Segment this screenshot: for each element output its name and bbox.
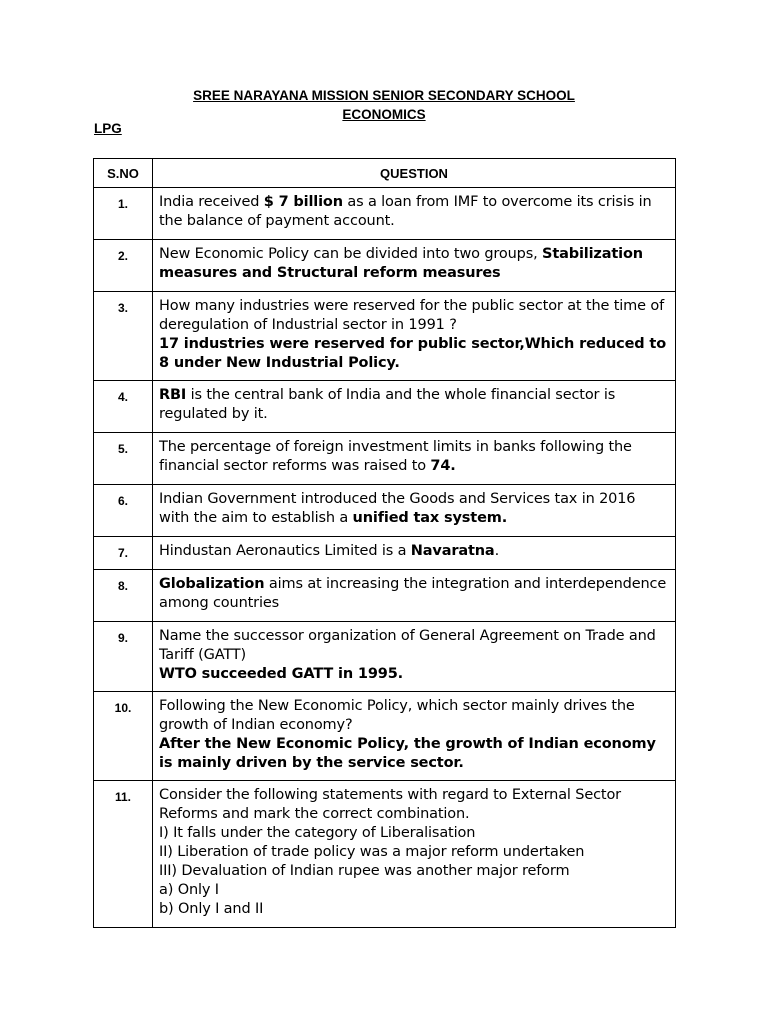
question-table-body [94,188,676,928]
question-number: 7. [94,537,153,570]
answer-highlight: RBI [159,387,187,403]
question-number: 9. [94,622,153,692]
question-text [153,188,676,240]
question-text-segment: aims at increasing the integration and interdependence among countries [159,576,667,611]
question-table [93,158,676,928]
answer-highlight: Navaratna [410,543,495,559]
question-number: 6. [94,485,153,537]
answer-highlight: After the New Economic Policy, the growth of Indian economy is mainly driven by the service sector. [159,736,656,771]
question-text-segment: I) It falls under the category of Liberalisation [159,825,476,841]
table-row [94,692,676,781]
question-text [153,433,676,485]
question-number: 10. [94,692,153,781]
question-text-segment: II) Liberation of trade policy was a major reform undertaken [159,844,585,860]
document-header [0,86,768,124]
answer-highlight: WTO succeeded GATT in 1995. [159,666,404,682]
question-text-segment: India received [159,194,264,210]
question-number: 8. [94,570,153,622]
table-header-row [94,159,676,188]
question-number: 5. [94,433,153,485]
answer-highlight: 17 industries were reserved for public sector,Which reduced to 8 under New Industrial Policy. [159,336,667,371]
question-number: 4. [94,381,153,433]
table-row [94,537,676,570]
question-text-segment: How many industries were reserved for the public sector at the time of deregulation of Industrial sector in 1991 ? [159,298,665,333]
question-text-segment: New Economic Policy can be divided into two groups, [159,246,543,262]
table-row [94,570,676,622]
question-text [153,485,676,537]
question-number: 11. [94,781,153,928]
question-text [153,622,676,692]
question-text-segment: III) Devaluation of Indian rupee was another major reform [159,863,570,879]
question-text [153,570,676,622]
answer-highlight: $ 7 billion [263,194,343,210]
table-row [94,381,676,433]
question-text-segment: Consider the following statements with regard to External Sector Reforms and mark the correct combination. [159,787,621,822]
table-row [94,240,676,292]
table-row [94,485,676,537]
question-number: 1. [94,188,153,240]
question-text-segment: a) Only I [159,882,219,898]
question-text-segment: Following the New Economic Policy, which sector mainly drives the growth of Indian economy? [159,698,635,733]
question-text-segment: is the central bank of India and the whole financial sector is regulated by it. [159,387,616,422]
topic-label: LPG [94,121,122,136]
question-text [153,292,676,381]
question-text-segment: The percentage of foreign investment limits in banks following the financial sector reforms was raised to [159,439,632,474]
answer-highlight: Stabilization measures and Structural reform measures [159,246,643,281]
question-text-segment: b) Only I and II [159,901,264,917]
question-text-segment: Name the successor organization of General Agreement on Trade and Tariff (GATT) [159,628,656,663]
table-row [94,781,676,928]
question-text-segment: . [494,543,500,559]
question-text [153,692,676,781]
table-row [94,433,676,485]
question-number: 3. [94,292,153,381]
answer-highlight: 74. [430,458,456,474]
question-text [153,781,676,928]
question-text-segment: Indian Government introduced the Goods and Services tax in 2016 with the aim to establish a [159,491,636,526]
school-name: SREE NARAYANA MISSION SENIOR SECONDARY SCHOOL [193,88,575,103]
table-row [94,622,676,692]
answer-highlight: Globalization [159,576,265,592]
question-column-header: QUESTION [153,159,676,188]
question-text-segment: Hindustan Aeronautics Limited is a [159,543,411,559]
sno-column-header: S.NO [94,159,153,188]
question-text [153,240,676,292]
question-text-segment: as a loan from IMF to overcome its crisis in the balance of payment account. [159,194,652,229]
question-text [153,381,676,433]
table-row [94,292,676,381]
question-text [153,537,676,570]
answer-highlight: unified tax system. [352,510,508,526]
subject-title: ECONOMICS [342,107,426,122]
table-row [94,188,676,240]
question-number: 2. [94,240,153,292]
